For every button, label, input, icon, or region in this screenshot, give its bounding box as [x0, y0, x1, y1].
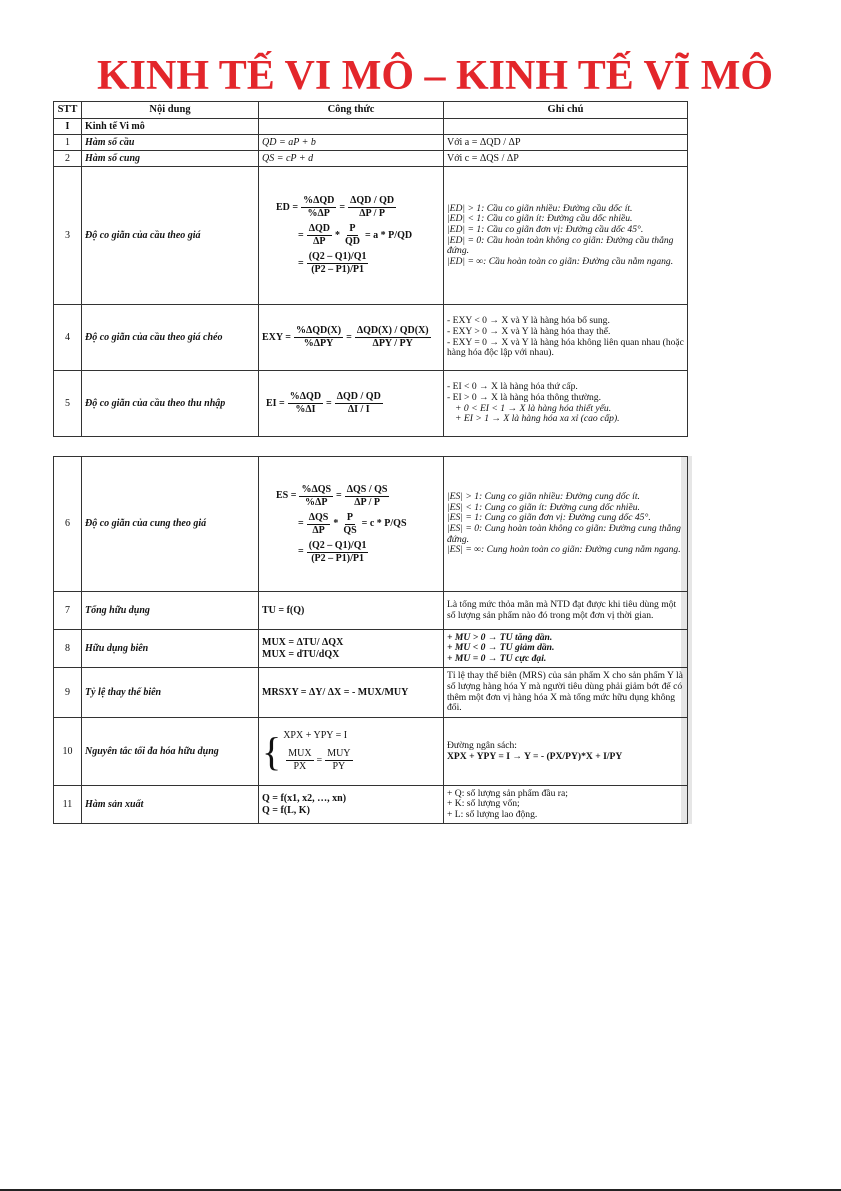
table-row: 10 Nguyên tắc tối đa hóa hữu dụng { XPX + YPY = I $\frac{\text{MUX}}{PX}$ = $\frac{\text{MUY}}{PY}$ Đường ngân sách: XPX + YPY = I → Y = - (PX/PY)*X + I/PY [54, 718, 688, 786]
section-stt: I [54, 119, 82, 135]
header-note: Ghi chú [444, 102, 688, 119]
table-row: 5 Độ co giãn của cầu theo thu nhập EI = $\frac{\text{\%ΔQD}}{\%\Delta I}$ = $\frac{\text{ΔQD / QD}}{\Delta I / I}$ - EI < 0 → X là hàng hóa thứ cấp. - EI > 0 → X là hàng hóa thông thường. + 0 < EI < 1 → X là hàng hóa thiết yếu. + EI > 1 → X là hàng hóa xa xỉ (cao cấp). [54, 371, 688, 437]
brace-glyph: { [262, 728, 282, 774]
table-row: 6 Độ co giãn của cung theo giá ES = $\frac{\text{\%ΔQS}}{\%\Delta P}$ = $\frac{\text{ΔQS / QS}}{\Delta P / P}$ = $\frac{\text{ΔQS}}{\Delta P}$ * $\frac{P}{QS}$ = c * P/QS = $\frac{(Q2 - Q1)/Q1}{(P2 - P1)/P1}$ |ES| > 1: Cung co giãn nhiều: Đường cung dốc ít. |ES| < 1: Cung co giãn ít: Đường cung dốc nhiều. |ES| = 1: Cung co giãn đơn vị: Đường cung dốc 45°. |ES| = 0: Cung hoàn toàn không co giãn: Đường cung thẳng đứng. |ES| = ∞: Cung hoàn toàn co giãn: Đường cung nằm ngang. [54, 457, 688, 592]
elasticity-formula: ED = $\frac{\text{\%ΔQD}}{\%\Delta P}$ = $\frac{\text{ΔQD / QD}}{\Delta P / P}$ = $\frac{\text{ΔQD}}{\Delta P}$ * $\frac{P}{QD}$ = a * P/QD = $\frac{(Q2 - Q1)/Q1}{(P2 - P1)/P1}$ [259, 167, 444, 305]
table-row: 3 Độ co giãn của cầu theo giá ED = $\frac{\text{\%ΔQD}}{\%\Delta P}$ = $\frac{\text{ΔQD / QD}}{\Delta P / P}$ = $\frac{\text{ΔQD}}{\Delta P}$ * $\frac{P}{QD}$ = a * P/QD = $\frac{(Q2 - Q1)/Q1}{(P2 - P1)/P1}$ |ED| > 1: Cầu co giãn nhiều: Đường cầu dốc ít. |ED| < 1: Cầu co giãn ít: Đường cầu dốc nhiều. |ED| = 1: Cầu co giãn đơn vị: Đường cầu dốc 45°. |ED| = 0: Cầu hoàn toàn không co giãn: Đường cầu thẳng đứng. |ED| = ∞: Cầu hoàn toàn co giãn: Đường cầu nằm ngang. [54, 167, 688, 305]
table-row: 7 Tổng hữu dụng TU = f(Q) Là tổng mức thỏa mãn mà NTD đạt được khi tiêu dùng một số lượng sản phẩm nào đó trong một đơn vị thời gian. [54, 592, 688, 630]
formula-table-part-1 [53, 101, 688, 437]
header-stt: STT [54, 102, 82, 119]
page-title: KINH TẾ VI MÔ – KINH TẾ VĨ MÔ [97, 53, 774, 99]
header-formula: Công thức [259, 102, 444, 119]
section-label: Kinh tế Vi mô [82, 119, 259, 135]
table-row: 4 Độ co giãn của cầu theo giá chéo EXY = $\frac{\text{\%ΔQD(X)}}{\text{\%ΔPY}}$ = $\frac{\text{ΔQD(X) / QD(X)}}{\text{ΔPY / PY}}$ - EXY < 0 → X và Y là hàng hóa bổ sung. - EXY > 0 → X và Y là hàng hóa thay thế. - EXY = 0 → X và Y là hàng hóa không liên quan nhau (hoặc hàng hóa độc lập với nhau). [54, 305, 688, 371]
table-row: 9 Tỷ lệ thay thế biên MRSXY = ΔY/ ΔX = - MUX/MUY Tỉ lệ thay thế biên (MRS) của sản phẩm X cho sản phẩm Y là số lượng hàng hóa Y mà người tiêu dùng phải giảm bớt để có thêm một đơn vị hàng hóa X mà tổng mức hữu dụng không đổi. [54, 668, 688, 718]
table-row: 8 Hữu dụng biên MUX = ΔTU/ ΔQX MUX = dTU/dQX + MU > 0 → TU tăng dần. + MU < 0 → TU giảm dần. + MU = 0 → TU cực đại. [54, 630, 688, 668]
header-content: Nội dung [82, 102, 259, 119]
formula-table-part-2 [53, 456, 688, 824]
table-row: 11 Hàm sản xuất Q = f(x1, x2, …, xn) Q = f(L, K) + Q: số lượng sản phẩm đầu ra; + K: số lượng vốn; + L: số lượng lao động. [54, 786, 688, 824]
table-row: 2 Hàm số cung QS = cP + d Với c = ΔQS / ΔP [54, 151, 688, 167]
table-row: 1 Hàm số cầu QD = aP + b Với a = ΔQD / ΔP [54, 135, 688, 151]
